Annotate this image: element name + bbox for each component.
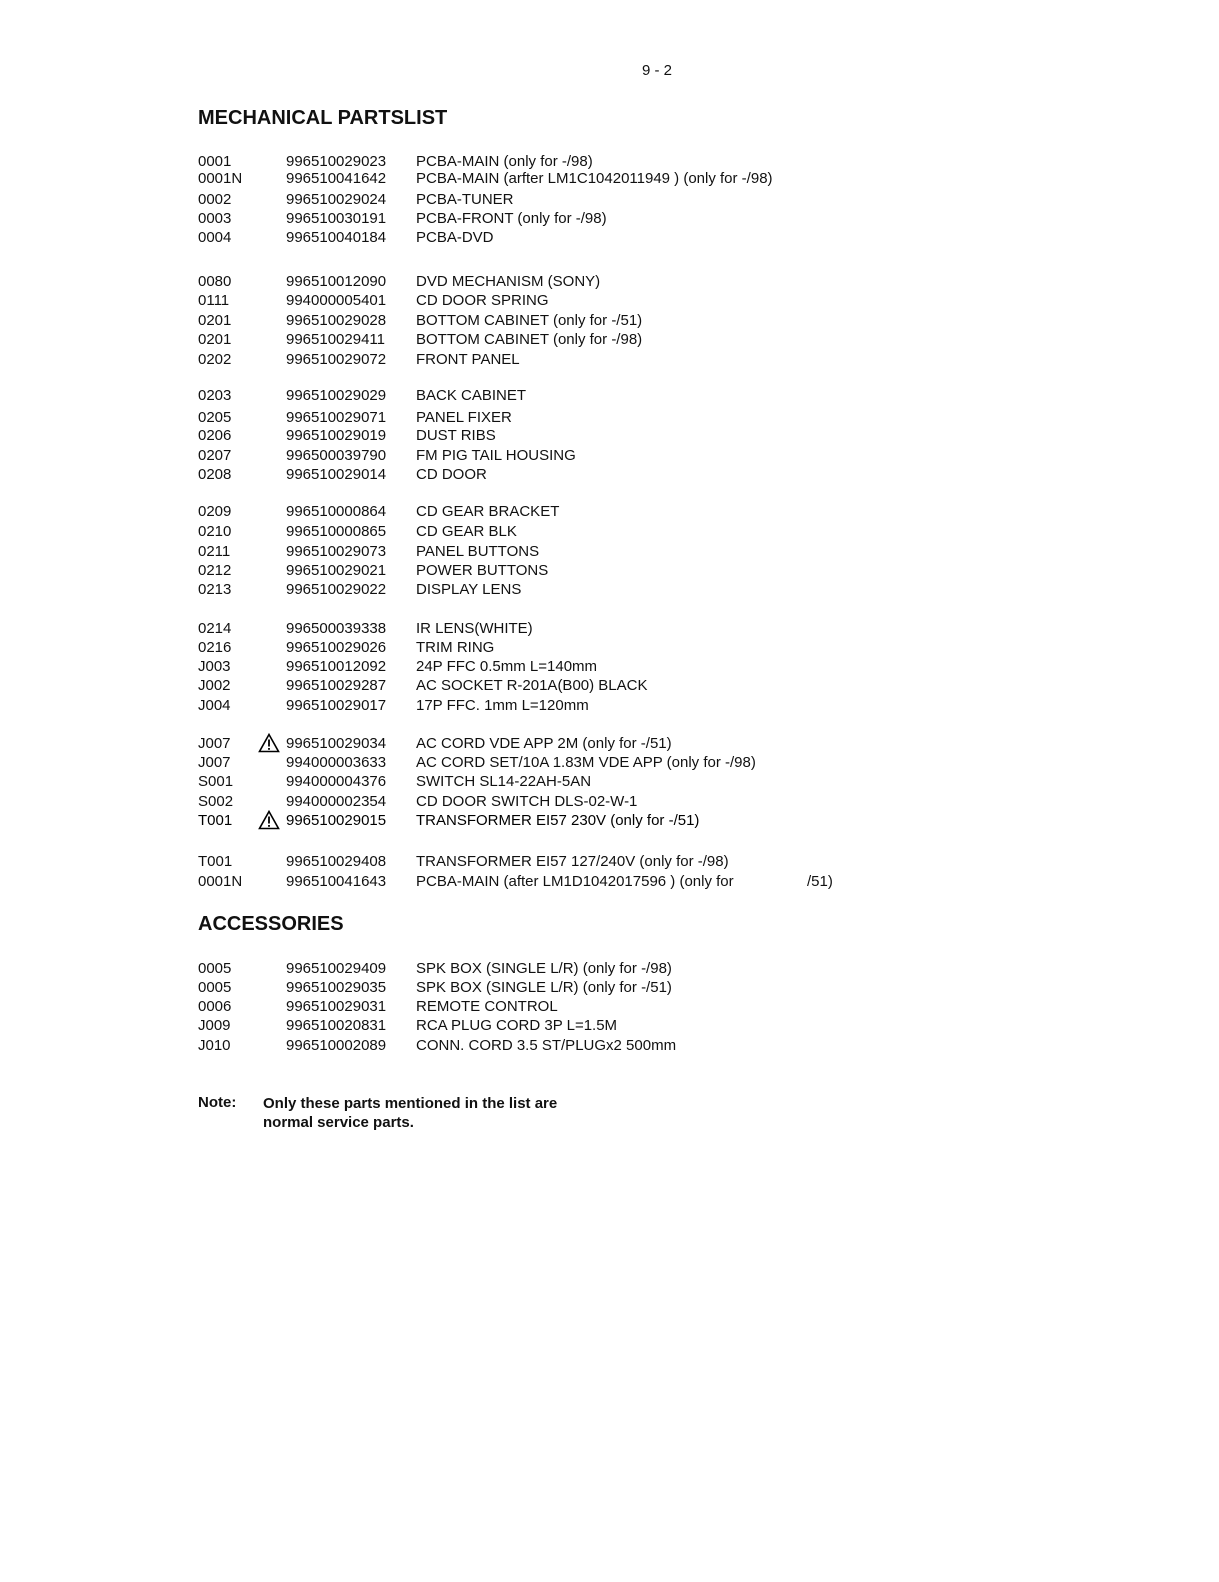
part-number: 996510029026 — [286, 639, 387, 656]
part-number: 994000004376 — [286, 773, 387, 790]
ref-number: J009 — [198, 1017, 231, 1034]
part-description: BACK CABINET — [416, 387, 527, 404]
ref-number: J010 — [198, 1037, 231, 1054]
ref-number: J007 — [198, 735, 231, 752]
accessories-heading: ACCESSORIES — [198, 913, 344, 935]
part-description: 17P FFC. 1mm L=120mm — [416, 697, 589, 714]
part-number: 994000002354 — [286, 793, 387, 810]
mechanical-part-row — [0, 330, 1219, 349]
part-number: 996510029019 — [286, 427, 387, 444]
mechanical-part-row — [0, 657, 1219, 676]
part-number: 996510041642 — [286, 170, 387, 187]
note-line-1: Only these parts mentioned in the list are — [263, 1095, 558, 1112]
part-description: DVD MECHANISM (SONY) — [416, 273, 601, 290]
ref-number: 0210 — [198, 523, 232, 540]
part-description: PCBA-MAIN (arfter LM1C1042011949 ) (only for -/98) — [416, 170, 773, 187]
mechanical-part-row — [0, 291, 1219, 310]
part-description: AC CORD SET/10A 1.83M VDE APP (only for -/98) — [416, 754, 756, 771]
mechanical-part-row — [0, 852, 1219, 871]
part-number: 996510029071 — [286, 409, 387, 426]
note-label: Note: — [198, 1094, 237, 1111]
part-number: 996510029014 — [286, 466, 387, 483]
ref-number: T001 — [198, 812, 233, 829]
mechanical-part-row — [0, 696, 1219, 715]
ref-number: 0207 — [198, 447, 232, 464]
mechanical-part-row — [0, 350, 1219, 369]
part-number: 996510029028 — [286, 312, 387, 329]
accessory-part-row — [0, 959, 1219, 978]
part-description: SWITCH SL14-22AH-5AN — [416, 773, 592, 790]
part-number: 996500039790 — [286, 447, 387, 464]
mechanical-part-row — [0, 209, 1219, 228]
part-number: 994000005401 — [286, 292, 387, 309]
accessory-part-row — [0, 997, 1219, 1016]
ref-number: J007 — [198, 754, 231, 771]
accessory-part-row — [0, 1016, 1219, 1035]
ref-number: J004 — [198, 697, 231, 714]
mechanical-part-row — [0, 465, 1219, 484]
part-description: CD GEAR BLK — [416, 523, 517, 540]
part-description: DISPLAY LENS — [416, 581, 522, 598]
mechanical-part-row — [0, 734, 1219, 753]
part-number: 996510029035 — [286, 979, 387, 996]
ref-number: J003 — [198, 658, 231, 675]
ref-number: 0208 — [198, 466, 232, 483]
mechanical-part-row — [0, 272, 1219, 291]
part-number: 996510029072 — [286, 351, 387, 368]
part-description: PCBA-DVD — [416, 229, 494, 246]
mechanical-part-row — [0, 619, 1219, 638]
part-number: 996510029409 — [286, 960, 387, 977]
ref-number: 0205 — [198, 409, 232, 426]
ref-number: T001 — [198, 853, 233, 870]
part-description: SPK BOX (SINGLE L/R) (only for -/51) — [416, 979, 672, 996]
part-number: 996510029021 — [286, 562, 387, 579]
part-number: 994000003633 — [286, 754, 387, 771]
part-number: 996510029287 — [286, 677, 387, 694]
part-description: AC CORD VDE APP 2M (only for -/51) — [416, 735, 672, 752]
ref-number: 0003 — [198, 210, 232, 227]
part-description: PCBA-MAIN (after LM1D1042017596 ) (only for — [416, 873, 734, 890]
part-description: 24P FFC 0.5mm L=140mm — [416, 658, 598, 675]
ref-number: S002 — [198, 793, 234, 810]
ref-number: 0111 — [198, 292, 230, 309]
accessory-part-row — [0, 978, 1219, 997]
ref-number: 0214 — [198, 620, 232, 637]
mechanical-part-row — [0, 522, 1219, 541]
mechanical-part-row — [0, 561, 1219, 580]
part-description: PCBA-FRONT (only for -/98) — [416, 210, 607, 227]
part-number: 996500039338 — [286, 620, 387, 637]
ref-number: 0206 — [198, 427, 232, 444]
part-description: TRIM RING — [416, 639, 495, 656]
part-number: 996510020831 — [286, 1017, 387, 1034]
part-description: IR LENS(WHITE) — [416, 620, 533, 637]
ref-number: 0005 — [198, 979, 232, 996]
part-number: 996510029023 — [286, 153, 387, 170]
part-description: CD DOOR SWITCH DLS-02-W-1 — [416, 793, 638, 810]
accessory-part-row — [0, 1036, 1219, 1055]
ref-number: 0005 — [198, 960, 232, 977]
part-description: CONN. CORD 3.5 ST/PLUGx2 500mm — [416, 1037, 677, 1054]
part-description: PCBA-MAIN (only for -/98) — [416, 153, 593, 170]
ref-number: 0212 — [198, 562, 232, 579]
part-number: 996510029029 — [286, 387, 387, 404]
part-description: PANEL FIXER — [416, 409, 512, 426]
part-description: AC SOCKET R-201A(B00) BLACK — [416, 677, 648, 694]
page-number: 9 - 2 — [642, 62, 673, 79]
part-description: FRONT PANEL — [416, 351, 520, 368]
part-description: PCBA-TUNER — [416, 191, 514, 208]
part-description: CD DOOR — [416, 466, 487, 483]
part-number: 996510000864 — [286, 503, 387, 520]
part-number: 996510041643 — [286, 873, 387, 890]
mechanical-part-row — [0, 228, 1219, 247]
safety-warning-icon — [258, 810, 280, 835]
part-number: 996510040184 — [286, 229, 387, 246]
ref-number: 0001N — [198, 170, 243, 187]
mechanical-part-row — [0, 311, 1219, 330]
part-number: 996510012092 — [286, 658, 387, 675]
mechanical-part-row — [0, 580, 1219, 599]
part-description: PANEL BUTTONS — [416, 543, 540, 560]
ref-number: S001 — [198, 773, 234, 790]
mechanical-part-row — [0, 676, 1219, 695]
mechanical-part-row — [0, 811, 1219, 830]
part-description: BOTTOM CABINET (only for -/98) — [416, 331, 643, 348]
ref-number: 0216 — [198, 639, 232, 656]
part-number: 996510029022 — [286, 581, 387, 598]
part-description-suffix: /51) — [807, 873, 833, 890]
ref-number: 0001N — [198, 873, 243, 890]
mechanical-part-row — [0, 638, 1219, 657]
ref-number: 0080 — [198, 273, 232, 290]
ref-number: 0201 — [198, 331, 232, 348]
mechanical-part-row — [0, 446, 1219, 465]
part-number: 996510029031 — [286, 998, 387, 1015]
ref-number: 0203 — [198, 387, 232, 404]
part-number: 996510029411 — [286, 331, 385, 348]
mechanical-part-row — [0, 408, 1219, 427]
part-description: REMOTE CONTROL — [416, 998, 558, 1015]
mechanical-part-row — [0, 169, 1219, 188]
mechanical-part-row — [0, 426, 1219, 445]
part-number: 996510012090 — [286, 273, 387, 290]
part-description: RCA PLUG CORD 3P L=1.5M — [416, 1017, 618, 1034]
part-number: 996510029015 — [286, 812, 387, 829]
part-number: 996510029408 — [286, 853, 387, 870]
mechanical-part-row — [0, 542, 1219, 561]
ref-number: J002 — [198, 677, 231, 694]
part-number: 996510029017 — [286, 697, 387, 714]
part-description: SPK BOX (SINGLE L/R) (only for -/98) — [416, 960, 672, 977]
mechanical-part-row — [0, 190, 1219, 209]
ref-number: 0002 — [198, 191, 232, 208]
ref-number: 0004 — [198, 229, 232, 246]
part-description: CD DOOR SPRING — [416, 292, 549, 309]
part-number: 996510029024 — [286, 191, 387, 208]
part-description: DUST RIBS — [416, 427, 496, 444]
part-number: 996510029034 — [286, 735, 387, 752]
part-number: 996510000865 — [286, 523, 387, 540]
mechanical-part-row — [0, 772, 1219, 791]
mechanical-partslist-heading: MECHANICAL PARTSLIST — [198, 107, 448, 129]
ref-number: 0001 — [198, 153, 232, 170]
mechanical-part-row — [0, 753, 1219, 772]
mechanical-part-row — [0, 872, 1219, 891]
ref-number: 0209 — [198, 503, 232, 520]
ref-number: 0213 — [198, 581, 232, 598]
part-description: TRANSFORMER EI57 127/240V (only for -/98) — [416, 853, 729, 870]
mechanical-part-row — [0, 386, 1219, 405]
part-description: BOTTOM CABINET (only for -/51) — [416, 312, 643, 329]
note-text — [263, 1094, 683, 1132]
part-description: FM PIG TAIL HOUSING — [416, 447, 576, 464]
part-description: POWER BUTTONS — [416, 562, 549, 579]
ref-number: 0201 — [198, 312, 232, 329]
mechanical-part-row — [0, 502, 1219, 521]
part-number: 996510002089 — [286, 1037, 387, 1054]
ref-number: 0006 — [198, 998, 232, 1015]
ref-number: 0211 — [198, 543, 231, 560]
part-number: 996510029073 — [286, 543, 387, 560]
part-description: CD GEAR BRACKET — [416, 503, 560, 520]
part-number: 996510030191 — [286, 210, 387, 227]
note-line-2: normal service parts. — [263, 1114, 414, 1131]
part-description: TRANSFORMER EI57 230V (only for -/51) — [416, 812, 700, 829]
ref-number: 0202 — [198, 351, 232, 368]
mechanical-part-row — [0, 792, 1219, 811]
